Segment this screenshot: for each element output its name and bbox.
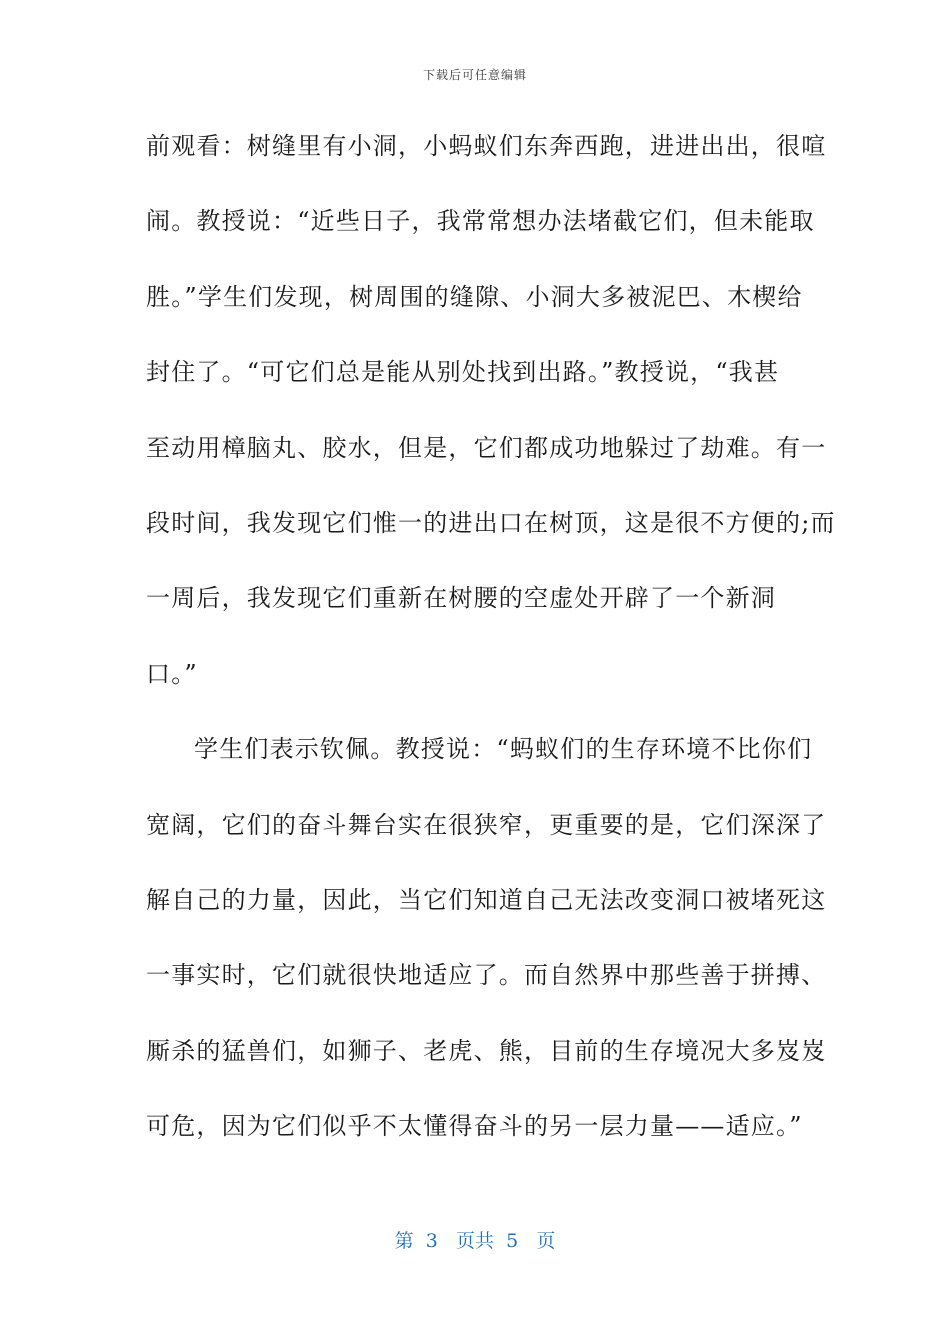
page-footer [0,1226,950,1253]
paragraph-start-line: 学生们表示钦佩。教授说：“蚂蚁们的生存环境不比你们 [194,735,813,764]
body-line: 一事实时，它们就很快地适应了。而自然界中那些善于拼搏、 [146,961,827,990]
body-line: 前观看：树缝里有小洞，小蚂蚁们东奔西跑，进进出出，很喧 [146,132,827,160]
footer-suffix: 页 [536,1230,556,1252]
body-line: 段时间，我发现它们惟一的进出口在树顶，这是很不方便的;而 [146,508,836,537]
body-line: 解自己的力量，因此，当它们知道自己无法改变洞口被堵死这 [146,885,827,914]
body-line: 口。” [146,659,198,688]
body-line: 宽阔，它们的奋斗舞台实在很狭窄，更重要的是，它们深深了 [146,810,827,839]
footer-prefix: 第 [394,1230,414,1252]
page-header: 下载后可任意编辑 [422,68,527,82]
body-line: 厮杀的猛兽们，如狮子、老虎、熊，目前的生存境况大多岌岌 [146,1036,827,1065]
body-line: 一周后，我发现它们重新在树腰的空虚处开辟了一个新洞 [146,584,776,613]
body-line: 闹。教授说：“近些日子，我常常想办法堵截它们，但未能取 [146,207,815,236]
body-line: 至动用樟脑丸、胶水，但是，它们都成功地躲过了劫难。有一 [146,433,827,462]
total-pages-number: 5 [506,1230,519,1252]
body-line: 可危，因为它们似乎不太懂得奋斗的另一层力量——适应。” [146,1112,803,1141]
current-page-number: 3 [425,1230,438,1252]
footer-middle: 页共 [455,1230,494,1252]
document-body [146,124,836,1179]
body-line: 胜。”学生们发现，树周围的缝隙、小洞大多被泥巴、木楔给 [146,282,803,311]
body-line: 封住了。“可它们总是能从别处找到出路。”教授说，“我甚 [146,358,780,387]
